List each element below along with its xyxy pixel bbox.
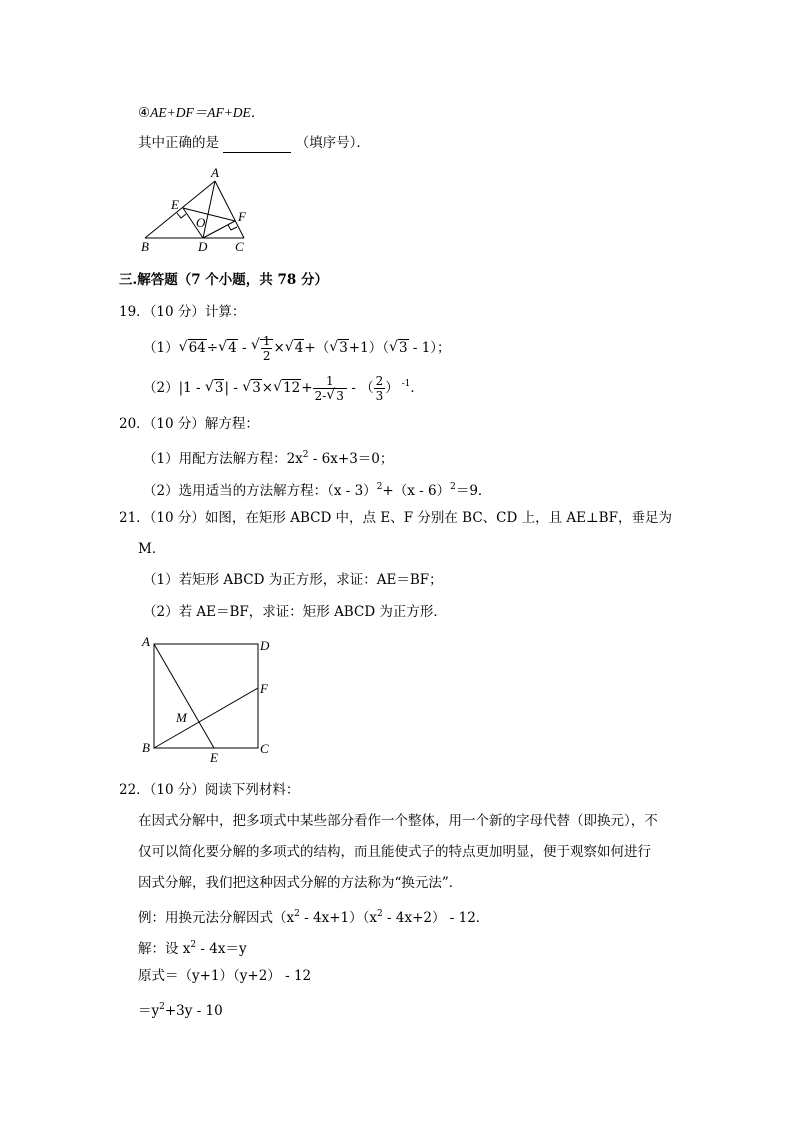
plus-paren: +（ [304,340,330,356]
label-A: A [211,165,219,180]
sqrt-64: √ 64 [179,336,207,360]
label-D2: D [260,638,270,653]
statement-4-text: AE+DF＝AF+DE． [150,105,265,120]
circled-number-4: ④ [138,105,151,121]
paren-close: ） [385,380,399,396]
exponent-neg1: -1 [398,379,411,389]
rect-ABCD [154,644,258,748]
segment-BF [154,688,258,748]
label-O: O [196,215,206,230]
label-D: D [198,239,208,254]
triangle-figure [136,164,256,256]
p1-end: - 1）； [408,340,451,356]
answer-blank[interactable] [223,138,291,153]
q22-original: 原式＝（y+1）（y+2） - 12 [138,968,312,984]
q21-part1: （1）若矩形 ABCD 为正方形，求证：AE＝BF； [143,572,443,588]
q20-part2: （2）选用适当的方法解方程：（x - 3）$^2$+（x - 6）$^2$＝9． [143,482,492,499]
q20-head: 20．（10 分）解方程： [119,416,259,432]
div-sign: ÷ [206,340,219,356]
sqrt-3d: √ 3 [242,376,262,400]
q21-head: 21．（10 分）如图，在矩形 ABCD 中，点 E、F 分别在 BC、CD 上，且 AE⊥BF，垂足为 [119,510,672,526]
sqrt-3b: √ 3 [389,336,409,360]
q22-example: 例：用换元法分解因式$(x^2 - 4x+1)(x^2 - 4x+2) - 12$． [138,909,490,926]
label-C2: C [260,741,269,756]
rectangle-figure [138,632,278,766]
mid-paren: +1）（ [348,340,389,356]
abs-open: |1 - [178,380,205,396]
q22-para-line3: 因式分解，我们把这种因式分解的方法称为“换元法”． [138,875,463,891]
label-C: C [235,239,244,254]
sqrt-4: √ 4 [218,336,238,360]
q21-part2: （2）若 AE＝BF，求证：矩形 ABCD 为正方形． [143,604,447,620]
frac-2-over-3: $\frac{2}{3}$ [375,374,384,403]
times2: × [261,380,274,396]
label-F: F [238,209,246,224]
q22-para-line2: 仅可以简化要分解的多项式的结构，而且能使式子的特点更加明显，便于观察如何进行 [138,844,651,860]
q19-part2 [143,372,424,403]
label-A2: A [142,634,150,649]
q19-part1 [143,334,451,363]
sqrt-4b: √ 4 [285,336,305,360]
sqrt-3a: √ 3 [329,336,349,360]
q22-para-line1: 在因式分解中，把多项式中某些部分看作一个整体，用一个新的字母代替（即换元），不 [138,813,658,829]
answer-prompt [138,133,370,153]
sqrt-3c: √ 3 [205,376,225,400]
q19-p2-label: （2） [143,380,179,396]
label-F2: F [260,681,268,696]
plus2: + [301,380,313,396]
q22-solution-let: 解：设 $x^2 - 4x=y$ [138,940,247,957]
label-B: B [141,239,149,254]
q22-head: 22．（10 分）阅读下列材料： [119,782,300,798]
q20-part1: （1）用配方法解方程：$2x^2 - 6x+3=0$； [143,450,394,467]
minus2: - （ [346,380,374,396]
right-angle-F [228,225,237,230]
segment-AE [154,644,214,748]
sqrt-12: √ 12 [273,376,301,400]
frac-1-over-2-minus-sqrt3: $\frac{1}{2-√ 3}$ [313,374,347,403]
abs-close: | - [224,380,243,396]
q22-step: $=y^2+3y - 10$ [138,1002,223,1019]
label-E: E [171,197,179,212]
sqrt-half: √ $\frac{1}{2}$ [251,334,274,363]
label-M: M [176,710,187,725]
right-angle-E [177,213,186,218]
times: × [273,340,285,356]
section-title: 三.解答题（7 个小题，共 78 分） [119,272,328,288]
q21-head-cont: M． [138,541,166,557]
label-E2: E [210,750,218,765]
minus: - [237,340,251,356]
label-B2: B [142,740,150,755]
statement-4 [138,103,264,123]
q19-head: 19．（10 分）计算： [119,304,246,320]
q19-p1-label: （1） [143,340,179,356]
prompt-after: （填序号）． [295,135,370,151]
prompt-before: 其中正确的是 [138,135,219,151]
period: ． [410,380,424,396]
